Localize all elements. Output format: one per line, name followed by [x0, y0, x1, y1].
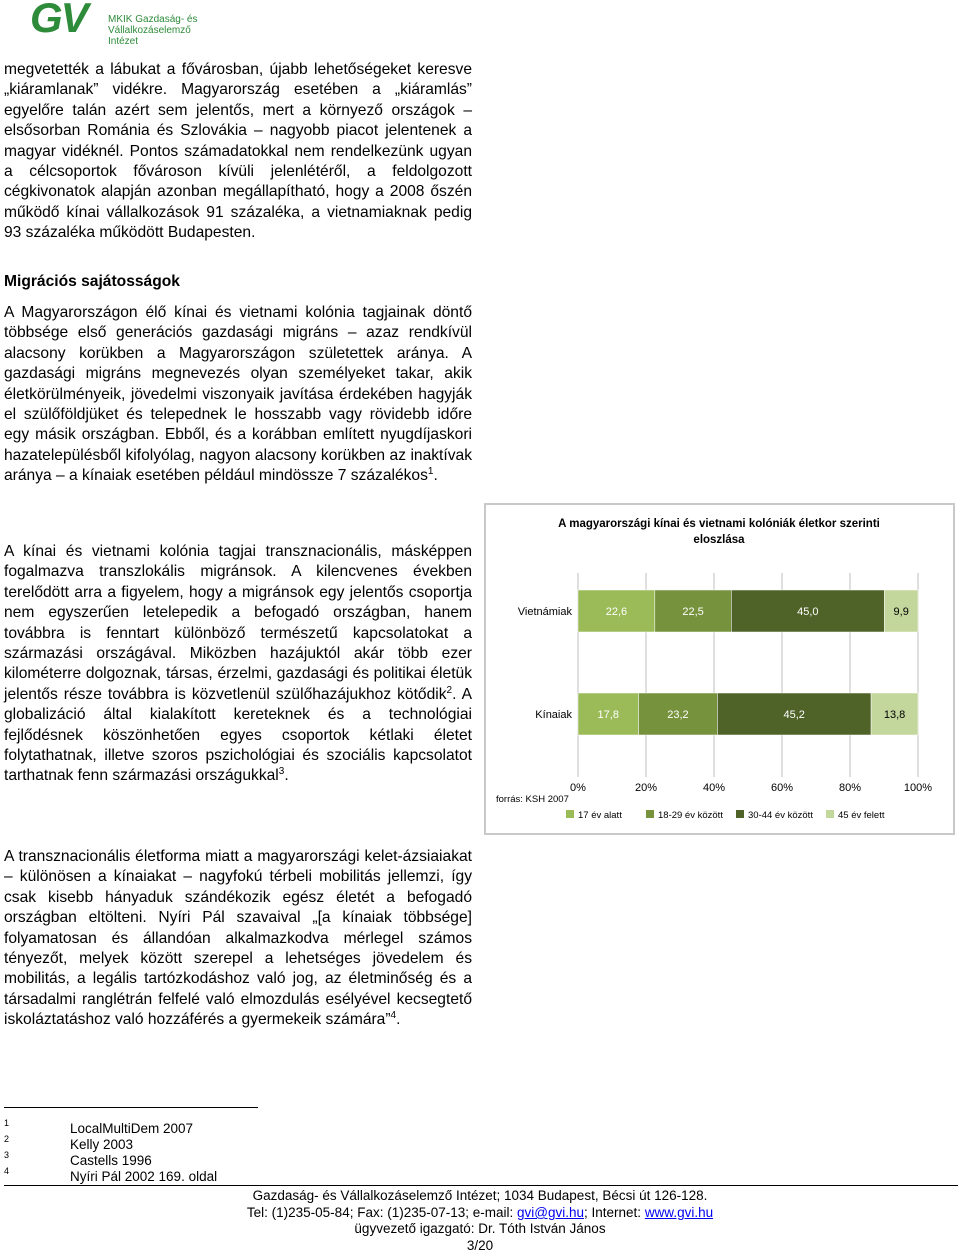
footnote-ref-4[interactable]: 4	[390, 1010, 397, 1022]
footer-separator	[4, 1185, 958, 1186]
paragraph-3b-text: A globalizáció által kialakított kereteknek és a technológiai fejlődésnek köszönhetően egyes csoportok kétlaki életet folytathatnak, illetve szoros pszichológiai és szociális kapcsolatot tarthatnak fenn származási országukkal	[4, 685, 472, 785]
logo-line-1: MKIK Gazdaság- és	[108, 14, 198, 25]
footnote-ref-1[interactable]: 1	[427, 466, 434, 478]
chart-category-label: Kínaiak	[535, 709, 572, 721]
paragraph-3: A kínai és vietnami kolónia tagjai transznacionális, másképpen fogalmazva transzlokális migránsok. A kilencvenes években terelődött arra a figyelem, hogy a migránsok egy jelentős csoportja nem egyszerűen letelepedik a befogadó országban, hanem továbbra is fenntart különböző természetű kapcsolatokat a származási országával. Miközben hazájuktól akár több ezer kilométerre dolgoznak, társas, érzelmi, gazdasági és politikai életük jelentős része továbbra is közvetlenül szülőhazájukhoz kötődik$^2$. A globalizáció által kialakított kereteknek és a technológiai fejlődésnek köszönhetően egyes csoportok kétlaki életet folytathatnak, illetve szoros pszichológiai és szociális kapcsolatot tarthatnak fenn származási országukkal$^3$.	[4, 543, 472, 785]
paragraph-1	[4, 60, 472, 244]
chart-legend-label: 30-44 év között	[748, 810, 813, 821]
footnote-1-num: 1	[4, 1118, 10, 1128]
footnote-3-text: Castells 1996	[70, 1153, 152, 1168]
footnote-ref-2[interactable]: 2	[446, 684, 453, 696]
chart-value-label: 22,6	[605, 606, 628, 618]
paragraph-4: A transznacionális életforma miatt a magyarországi kelet-ázsiaiakat – különösen a kínaiakat – nagyfokú térbeli mobilitás jellemzi, így csak kisebb hányaduk szándékozik egész életét a befogadó országban eltölteni. Nyíri Pál szavaival „[a kínaiak többsége] folyamatosan és állandóan alkalmazkodva mérlegel számos tényezőt, melyek között szerepel a lehetséges jövedelem és mobilitás, a legális tartózkodáshoz való jog, az életminőség és a társadalmi ranglétrán felfelé való elmozdulás esélyével kecsegtető iskoláztatáshoz való hozzáférés a gyermekeik számára”$^4$.	[4, 848, 472, 1029]
paragraph-2-text: A Magyarországon élő kínai és vietnami kolónia tagjainak döntő többsége első generációs gazdasági migráns – azaz rendkívül alacsony korükben a Magyarországon születettek aránya. A gazdasági migráns megnevezés olyan személyeket takar, akik életkörülményeik, jövedelmi viszonyaik javítása érdekében hagyják el szülőföldjüket és telepednek le hosszabb vagy rövidebb időre egy másik országban. Ebből, és a korábban említett nyugdíjaskori hazatelepülésből kifolyólag, nagyon alacsony korükben az inaktívak aránya – a kínaiak esetében például mindössze 7 százalékos	[4, 304, 472, 485]
page-number: 3/20	[466, 1238, 494, 1253]
chart-category-label: Vietnámiak	[517, 606, 572, 618]
footnote-3-num: 3	[4, 1150, 10, 1160]
chart-value-label: 9,9	[893, 606, 909, 618]
paragraph-2: A Magyarországon élő kínai és vietnami kolónia tagjainak döntő többsége első generációs gazdasági migráns – azaz rendkívül alacsony korükben a Magyarországon születettek aránya. A gazdasági migráns megnevezés olyan személyeket takar, akik életkörülményeik, jövedelmi viszonyaik javítása érdekében hagyják el szülőföldjüket és telepednek le hosszabb vagy rövidebb időre egy másik országban. Ebből, és a korábban említett nyugdíjaskori hazatelepülésből kifolyólag, nagyon alacsony korükben az inaktívak aránya – a kínaiak esetében például mindössze 7 százalékos$^1$.	[4, 304, 472, 485]
chart-legend-swatch	[646, 810, 654, 818]
footnote-4-num: 4	[4, 1166, 10, 1176]
footnote-2-text: Kelly 2003	[70, 1137, 134, 1152]
footnote-ref-3[interactable]: 3	[278, 766, 285, 778]
paragraph-3-text: A kínai és vietnami kolónia tagjai transznacionális, másképpen fogalmazva transzlokális migránsok. A kilencvenes években terelődött arra a figyelem, hogy a migránsok egy jelentős csoportja nem egyszerűen letelepedik a befogadó országban, hanem továbbra is fenntart különböző természetű kapcsolatokat a származási országával. Miközben hazájuktól akár több ezer kilométerre dolgoznak, társas, érzelmi, gazdasági és politikai életük jelentős része továbbra is közvetlenül szülőhazájukhoz kötődik	[4, 543, 472, 703]
gvi-logo	[30, 0, 210, 47]
footer-web-link[interactable]: www.gvi.hu	[644, 1205, 714, 1220]
footer-internet-label: ; Internet:	[584, 1205, 645, 1220]
logo-mark: GV	[30, 0, 87, 41]
chart-legend-swatch	[566, 810, 574, 818]
chart-source: forrás: KSH 2007	[496, 794, 569, 805]
chart-title-line-1: A magyarországi kínai és vietnami kolóniák életkor szerinti	[558, 518, 880, 530]
footnote-2-num: 2	[4, 1134, 10, 1144]
chart-x-tick-label: 80%	[838, 782, 862, 794]
chart-legend-label: 18-29 év között	[658, 810, 723, 821]
footer-address: Gazdaság- és Vállalkozáselemző Intézet; 1034 Budapest, Bécsi út 126-128.	[252, 1188, 708, 1203]
footer-contact	[0, 1205, 960, 1221]
section-heading-text: Migrációs sajátosságok	[4, 273, 180, 290]
chart-x-tick-label: 60%	[770, 782, 794, 794]
logo-text	[108, 14, 210, 47]
age-distribution-chart	[484, 503, 955, 835]
chart-title-line-2: eloszlása	[693, 534, 745, 546]
chart-x-tick-label: 100%	[903, 782, 933, 794]
footnote-4-text: Nyíri Pál 2002 169. oldal	[70, 1169, 218, 1184]
footer-email-link[interactable]: gvi@gvi.hu	[517, 1205, 585, 1220]
footnote-separator	[4, 1107, 258, 1108]
chart-legend-label: 45 év felett	[838, 810, 885, 821]
chart-x-tick-label: 0%	[570, 782, 586, 794]
chart-legend-swatch	[736, 810, 744, 818]
footer-tel: Tel: (1)235-05-84; Fax: (1)235-07-13; e-mail:	[246, 1205, 518, 1220]
section-heading	[4, 272, 472, 292]
chart-value-label: 17,8	[597, 709, 619, 721]
chart-x-tick-label: 40%	[702, 782, 726, 794]
paragraph-4-text: A transznacionális életforma miatt a magyarországi kelet-ázsiaiakat – különösen a kínaiakat – nagyfokú térbeli mobilitás jellemzi, így csak kisebb hányaduk szándékozik egész életét a befogadó országban eltölteni. Nyíri Pál szavaival „[a kínaiak többsége] folyamatosan és állandóan alkalmazkodva mérlegel számos tényezőt, melyek között szerepel a lehetséges jövedelem és mobilitás, a legális tartózkodáshoz való jog, az életminőség és a társadalmi ranglétrán felfelé való elmozdulás esélyével kecsegtető iskoláztatáshoz való hozzáférés a gyermekeik számára”	[4, 848, 472, 1029]
logo-line-2: Vállalkozáselemző Intézet	[108, 25, 191, 47]
paragraph-1-text: megvetették a lábukat a fővárosban, újabb lehetőségeket keresve „kiáramlanak” vidékre. Magyarország esetében a „kiáramlás” egyelőre talán azért sem jelentős, mert a környező országok – elsősorban Románia és Szlovákia – nagyobb piacot jelentenek a magyar vidéknél. Pontos számadatokkal nem rendelkezünk ugyan a célcsoportok fővároson kívüli jelenlétéről, a feldolgozott cégkivonatok alapján azonban megállapítható, hogy a 2008 őszén működő kínai vállalkozások 91 százaléka, a vietnamiaknak pedig 93 százaléka működött Budapesten.	[4, 61, 472, 242]
chart-value-label: 45,0	[797, 606, 819, 618]
chart-value-label: 22,5	[682, 606, 704, 618]
chart-legend-swatch	[826, 810, 834, 818]
footnote-1-text: LocalMultiDem 2007	[70, 1121, 194, 1136]
chart-value-label: 13,8	[883, 709, 906, 721]
chart-value-label: 23,2	[667, 709, 689, 721]
chart-svg	[486, 505, 953, 833]
chart-legend-label: 17 év alatt	[578, 810, 622, 821]
footer-director: ügyvezető igazgató: Dr. Tóth István János	[354, 1221, 606, 1236]
chart-x-tick-label: 20%	[634, 782, 658, 794]
chart-value-label: 45,2	[783, 709, 805, 721]
